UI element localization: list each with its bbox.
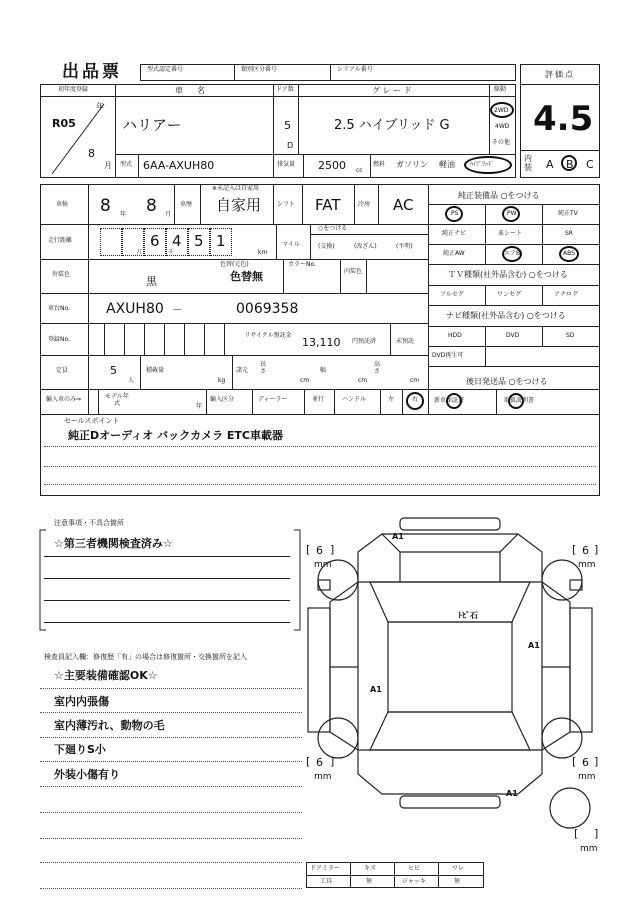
equip-tv: 純正TV (558, 210, 578, 217)
interior-b-circle (561, 155, 577, 171)
later-title: 後日発送品 ○をつける (466, 377, 548, 386)
import-class-label: 輸入区分 (210, 396, 235, 403)
inspection-month-unit: 月 (165, 211, 172, 218)
history: 自家用 (216, 196, 262, 214)
model-year-unit: 年 (196, 403, 203, 410)
mileage-label: 走行距離 (48, 237, 73, 244)
inspection-month: 8 (146, 196, 157, 216)
km-unit: km (258, 249, 268, 256)
doors-label: ドア数 (276, 86, 294, 93)
inspector-line: 下廻りS小 (54, 743, 106, 756)
sen-unit: 千 (168, 249, 175, 256)
reg-month-unit: 月 (104, 161, 112, 170)
tire-rr-mm: mm (578, 772, 596, 782)
interior-c: C (586, 158, 594, 171)
sales-text: 純正Dオーディオ バックカメラ ETC車載器 (68, 429, 283, 442)
recycle-label: リサイクル預託金 (244, 332, 292, 339)
mileage-digit: 6 (150, 232, 160, 250)
recycle-amount: 13,110 (302, 336, 341, 349)
tv-type-title: ＴＶ種類(社外品含む) ○をつける (448, 270, 568, 279)
tire-fr-mm: mm (578, 560, 596, 570)
color-label: 外装色 (52, 271, 71, 278)
bt-scratch: キズ (364, 865, 376, 872)
model-label: 型式 (120, 161, 133, 168)
drive-label: 駆動 (494, 86, 507, 93)
serial-label: シリアル番号 (337, 66, 373, 73)
displacement-label: 排気量 (277, 161, 296, 168)
grade-label: グ レ ー ド (372, 86, 412, 95)
equipment-title: 純正装備品 ○をつける (458, 191, 540, 200)
equip-airbag: エアB (504, 250, 521, 257)
length-label: 長さ (260, 361, 267, 375)
reg-month: 8 (88, 147, 95, 160)
interior-a: A (546, 158, 554, 171)
tv-oneseg: ワンセグ (497, 291, 522, 298)
bt-jack: ジャッキ (402, 878, 426, 885)
bt-broken: ワレ (452, 865, 465, 872)
bt-tools-none: 無 (366, 878, 373, 885)
tire-rl-depth: 6 (316, 756, 323, 769)
chassis-number: 0069358 (236, 301, 299, 317)
sales-label: セールスポイント (64, 417, 120, 425)
later-warranty: 新車保証書 (434, 397, 465, 404)
equip-aw: 純正AW (443, 250, 465, 257)
fuel-gasoline: ガソリン (396, 160, 428, 169)
equip-pw-circle (502, 206, 520, 222)
import-dealer: ディーラー (258, 396, 288, 403)
inspector-line: 室内内張傷 (54, 695, 109, 708)
sheet-title: 出品票 (62, 62, 122, 82)
inspector-line: 外装小傷有り (54, 768, 120, 781)
dvd-player: DVD再生可 (432, 352, 464, 359)
handle-label: ハンドル (342, 396, 367, 403)
equip-abs: ABS (563, 250, 575, 257)
bt-door-mirror: ドアミラー (310, 865, 340, 872)
inspector-label: 検査員記入欄：修復歴「有」の場合は修復箇所・交換箇所を記入 (44, 653, 247, 661)
model: 6AA-AXUH80 (143, 159, 215, 172)
reg-no-label: 登録No. (48, 336, 70, 343)
drive-2wd: 2WD (494, 107, 509, 114)
grade: 2.5 ハイブリッド G (334, 118, 450, 133)
history-note: ※未記入は自家用 (212, 185, 260, 192)
interior-b: B (566, 158, 574, 171)
equip-navi: 純正ナビ (442, 230, 467, 237)
fuel-hybrid: ﾊｲﾌﾞﾘｯﾄﾞ (470, 161, 495, 168)
persons-unit: 人 (128, 377, 135, 384)
score-label: 評価点 (545, 70, 575, 79)
cc-unit: cc (356, 167, 363, 174)
mileage-digit: 4 (172, 232, 182, 250)
inspection-year: 8 (100, 196, 111, 216)
navi-hdd: HDD (448, 332, 462, 339)
header-id-row (140, 64, 516, 81)
damage-right: A1 (528, 641, 540, 650)
equip-leather: 革シート (498, 230, 523, 237)
height-cm: cm (410, 377, 420, 384)
bt-crack: ヒビ (408, 865, 421, 872)
fuel-label: 燃料 (373, 161, 386, 168)
mileage-digit: 5 (194, 232, 204, 250)
color-change-label: 色替(元色) (220, 261, 249, 268)
handle-right: 右 (412, 396, 419, 403)
damage-rear: A1 (506, 789, 518, 798)
car-name: ハリアー (122, 116, 182, 134)
door-count: 5 (284, 119, 291, 132)
tire-fl-mm: mm (314, 560, 332, 570)
recycle-unit: 円預託済 (352, 338, 377, 345)
inspection-label: 車検 (56, 201, 69, 208)
mileage-unknown: (不明) (396, 243, 413, 250)
import-label: 輸入車のみ⇒ (46, 396, 82, 403)
car-name-label: 車 名 (175, 86, 208, 95)
notes-line1: ☆第三者機関検査済み☆ (54, 537, 173, 550)
navi-sd: SD (566, 332, 575, 339)
dims-label: 諸元 (236, 367, 249, 374)
displacement: 2500 (318, 159, 346, 172)
shift: FAT (315, 196, 341, 214)
capacity-label: 定員 (56, 367, 69, 374)
navi-type-title: ナビ種類(社外品含む) ○をつける (446, 311, 566, 320)
tire-fl-depth: 6 (316, 544, 323, 557)
later-manual: 取扱説明書 (504, 397, 535, 404)
spare-mm: mm (580, 844, 598, 854)
chassis-dash: － (172, 303, 183, 316)
damage-left: A1 (370, 685, 382, 694)
model-year-label: モデル年式 (105, 393, 129, 408)
category-label: 類別区分番号 (241, 66, 278, 73)
mile-label: マイル (282, 241, 300, 248)
mark-note: ○をつける (318, 225, 348, 232)
recycle-not: 未預託 (396, 338, 415, 345)
equip-ps: PS (451, 210, 459, 217)
handle-right-circle (406, 392, 424, 410)
equip-sr: SR (565, 230, 573, 237)
damage-chip: ﾄﾋﾞ石 (458, 611, 478, 620)
bt-tools: 工具 (320, 878, 333, 885)
door-unit: D (287, 141, 294, 150)
interior-label: 内装 (524, 154, 532, 172)
damage-front: A1 (392, 532, 404, 541)
spare-bracket: [ (574, 827, 579, 840)
equip-abs-circle (559, 246, 579, 262)
inspection-year-unit: 年 (120, 211, 127, 218)
history-label: 車歴 (180, 201, 193, 208)
man-unit: 万 (136, 249, 143, 256)
handle-left: 左 (388, 396, 395, 403)
capacity: 5 (110, 364, 117, 377)
inspector-line: ☆主要装備確認OK☆ (54, 669, 158, 682)
fuel-diesel: 軽油 (439, 160, 455, 169)
tire-fl-bracket: [ (306, 543, 311, 556)
tire-rl-mm: mm (314, 772, 332, 782)
width-label: 幅 (320, 367, 327, 374)
equip-pw: PW (507, 210, 517, 217)
tire-fr-depth: 6 (582, 544, 589, 557)
first-reg-label: 初年度登録 (58, 86, 89, 93)
equip-airbag-circle (502, 246, 522, 262)
height-label: 高さ (374, 361, 381, 375)
reg-era: R05 (52, 117, 76, 130)
later-manual-circle (508, 393, 524, 409)
score-value: 4.5 (533, 99, 594, 139)
equip-ps-circle (445, 206, 463, 222)
tv-analog: アナログ (554, 291, 579, 298)
mileage-exchange: (交換) (318, 243, 335, 250)
chassis-prefix: AXUH80 (106, 301, 164, 317)
kg-unit: kg (218, 377, 226, 384)
notes-label: 注意事項・不具合箇所 (54, 519, 124, 527)
drive-other: その他 (492, 139, 511, 146)
interior-color-label: 内装色 (344, 268, 363, 275)
reg-year-unit: 年 (96, 102, 104, 111)
navi-dvd: DVD (506, 332, 520, 339)
drive-2wd-circle (490, 102, 514, 118)
color-no-label: カラーNo. (288, 261, 316, 268)
tv-fullseg: フルセグ (440, 291, 464, 298)
shift-label: シフト (277, 201, 296, 208)
color: 黒 (146, 275, 157, 288)
tire-fr-bracket: [ (572, 543, 577, 556)
drive-4wd: 4WD (495, 123, 510, 130)
load-label: 積載量 (146, 367, 165, 374)
type-cert-label: 型式認定番号 (147, 66, 184, 73)
tire-rr-bracket: [ (572, 755, 577, 768)
import-parallel: 並行 (312, 396, 325, 403)
width-cm: cm (358, 377, 368, 384)
tire-rl-bracket: [ (306, 755, 311, 768)
inspector-line: 室内薄汚れ、動物の毛 (54, 719, 165, 732)
length-cm: cm (300, 377, 310, 384)
chassis-label: 車台No. (48, 305, 70, 312)
fuel-hybrid-circle (464, 156, 512, 174)
cooling: AC (393, 196, 414, 214)
later-warranty-circle (446, 393, 462, 409)
mileage-digit: 1 (216, 232, 226, 250)
mileage-modified: (改ざん) (354, 243, 377, 250)
color-change: 色替無 (230, 270, 263, 283)
tire-rr-depth: 6 (582, 756, 589, 769)
cooling-label: 冷房 (358, 201, 371, 208)
bt-jack-none: 無 (454, 878, 461, 885)
